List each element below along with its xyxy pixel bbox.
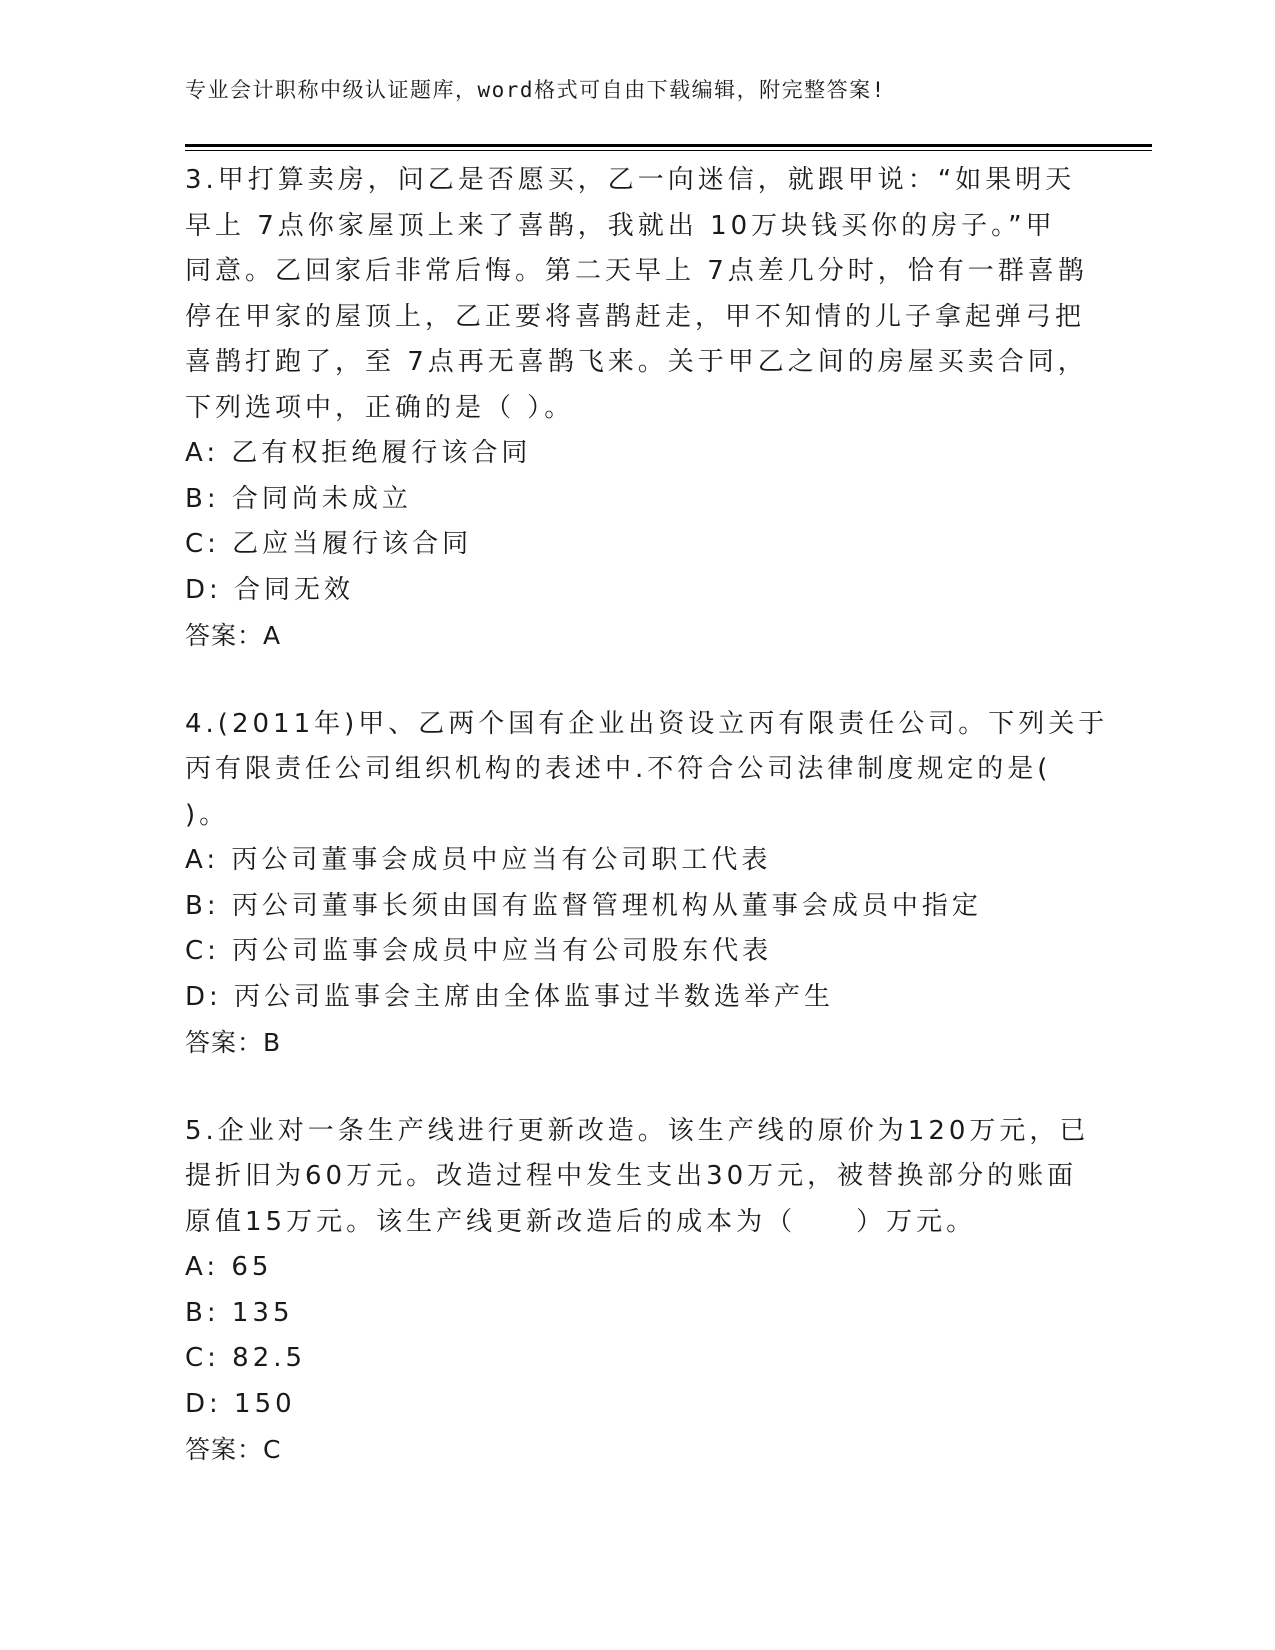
option-c: C: 82.5 xyxy=(185,1343,307,1373)
answer: 答案：C xyxy=(185,1435,282,1464)
question-stem-line: 早上 7点你家屋顶上来了喜鹊，我就出 10万块钱买你的房子。”甲 xyxy=(185,210,1056,241)
option-b: B: 135 xyxy=(185,1297,294,1328)
question-4 xyxy=(185,702,1109,1066)
question-stem-line: 同意。乙回家后非常后悔。第二天早上 7点差几分时，恰有一群喜鹊 xyxy=(185,256,1088,286)
answer: 答案：A xyxy=(185,621,282,650)
answer: 答案：B xyxy=(185,1028,282,1057)
question-stem-line: )。 xyxy=(185,799,230,830)
question-3 xyxy=(185,158,1088,659)
question-stem-line: 提折旧为60万元。改造过程中发生支出30万元，被替换部分的账面 xyxy=(185,1161,1078,1191)
question-stem-line: 下列选项中，正确的是（ ）。 xyxy=(185,392,575,423)
header-rule-thin xyxy=(185,150,1152,151)
question-gap xyxy=(185,1066,1065,1109)
option-d: D: 合同无效 xyxy=(185,574,355,605)
question-stem-line: 喜鹊打跑了，至 7点再无喜鹊飞来。关于甲乙之间的房屋买卖合同， xyxy=(185,347,1088,377)
option-a: A: 65 xyxy=(185,1252,273,1282)
question-stem-line: 3.甲打算卖房，问乙是否愿买，乙一向迷信，就跟甲说：“如果明天 xyxy=(185,165,1076,195)
header-rule-thick xyxy=(185,144,1152,147)
question-stem-line: 丙有限责任公司组织机构的表述中.不符合公司法律制度规定的是( xyxy=(185,754,1052,784)
option-d: D: 丙公司监事会主席由全体监事过半数选举产生 xyxy=(185,981,835,1012)
question-stem-line: 停在甲家的屋顶上，乙正要将喜鹊赶走，甲不知情的儿子拿起弹弓把 xyxy=(185,301,1086,332)
question-stem-line: 原值15万元。该生产线更新改造后的成本为（ ）万元。 xyxy=(185,1206,977,1237)
question-5 xyxy=(185,1109,1090,1473)
question-gap xyxy=(185,659,1065,702)
option-c: C: 乙应当履行该合同 xyxy=(185,529,473,559)
question-stem-line: 4.(2011年)甲、乙两个国有企业出资设立丙有限责任公司。下列关于 xyxy=(185,708,1109,739)
question-list xyxy=(185,158,1109,1473)
option-c: C: 丙公司监事会成员中应当有公司股东代表 xyxy=(185,936,773,966)
option-b: B: 丙公司董事长须由国有监督管理机构从董事会成员中指定 xyxy=(185,890,982,921)
option-a: A: 丙公司董事会成员中应当有公司职工代表 xyxy=(185,845,772,875)
option-a: A: 乙有权拒绝履行该合同 xyxy=(185,438,532,468)
option-b: B: 合同尚未成立 xyxy=(185,483,412,514)
page-header: 专业会计职称中级认证题库，word格式可自由下载编辑，附完整答案! xyxy=(185,78,886,102)
question-stem-line: 5.企业对一条生产线进行更新改造。该生产线的原价为120万元，已 xyxy=(185,1115,1090,1146)
option-d: D: 150 xyxy=(185,1388,296,1419)
